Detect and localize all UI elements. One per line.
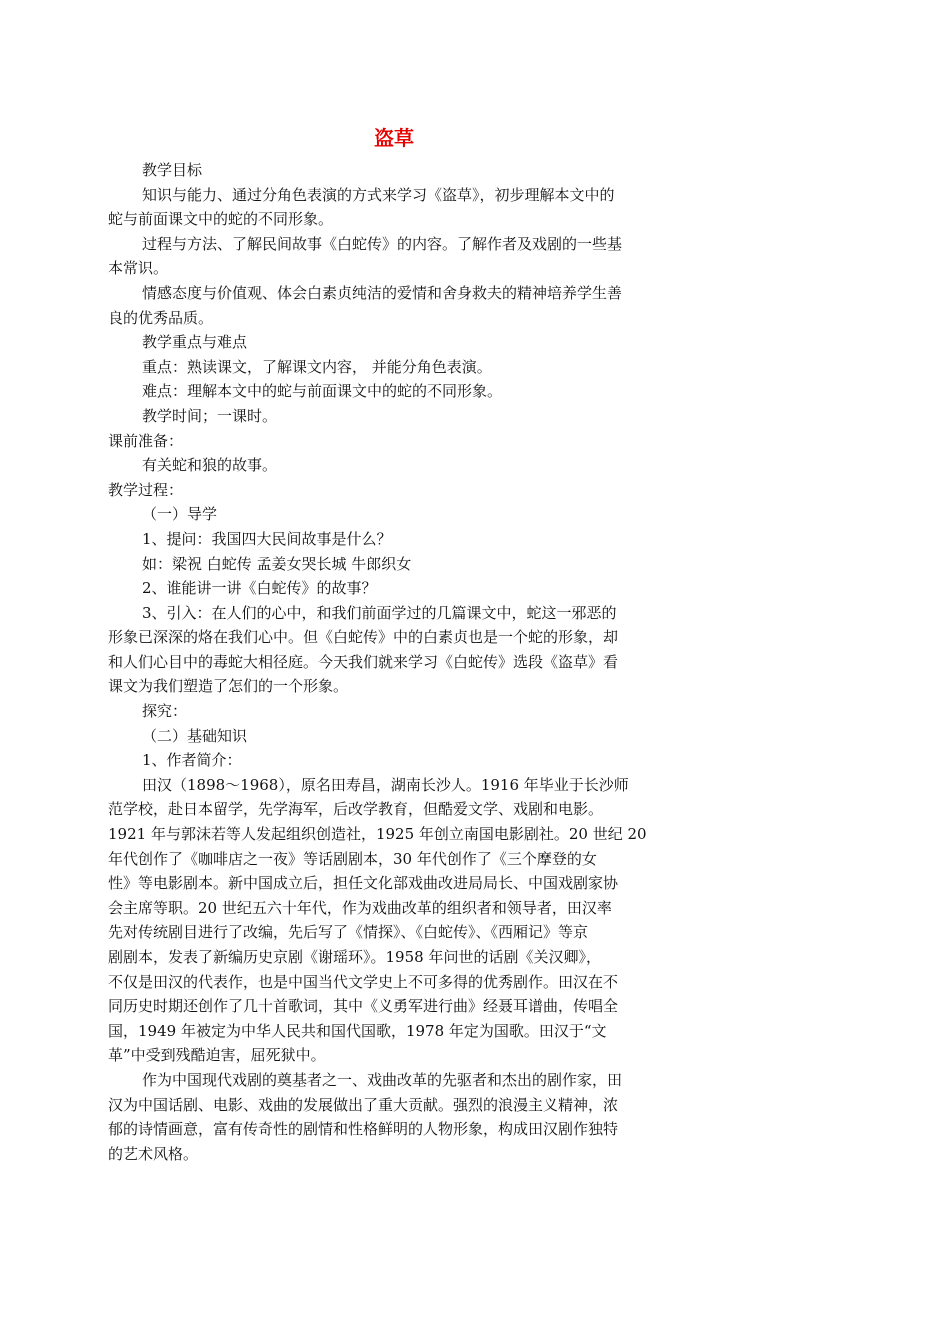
text-line: 田汉（1898～1968），原名田寿昌，湖南长沙人。1916 年毕业于长沙师 [142, 775, 629, 794]
text-line: 性》等电影剧本。新中国成立后，担任文化部戏曲改进局局长、中国戏剧家协 [108, 874, 619, 893]
text-line: 会主席等职。20 世纪五六十年代，作为戏曲改革的组织者和领导者，田汉率 [108, 898, 612, 917]
text-line: 汉为中国话剧、电影、戏曲的发展做出了重大贡献。强烈的浪漫主义精神，浓 [108, 1095, 619, 1114]
text-line: 重点：熟读课文，了解课文内容， 并能分角色表演。 [142, 357, 492, 376]
text-line: 革”中受到残酷迫害，屈死狱中。 [108, 1046, 326, 1065]
text-line: 年代创作了《咖啡店之一夜》等话剧剧本，30 年代创作了《三个摩登的女 [108, 849, 597, 868]
text-line: 2、谁能讲一讲《白蛇传》的故事？ [142, 579, 377, 598]
text-line: 良的优秀品质。 [108, 308, 214, 327]
text-line: 教学目标 [142, 161, 203, 179]
text-line: 如：梁祝 白蛇传 孟姜女哭长城 牛郎织女 [142, 554, 412, 573]
text-line: 1921 年与郭沫若等人发起组织创造社，1925 年创立南国电影剧社。20 世纪 20 [108, 825, 647, 844]
text-line: 有关蛇和狼的故事。 [142, 456, 278, 475]
text-line: 范学校，赴日本留学，先学海军，后改学教育，但酷爱文学、戏剧和电影。 [108, 800, 604, 819]
text-line: 过程与方法、了解民间故事《白蛇传》的内容。了解作者及戏剧的一些基 [142, 234, 623, 253]
text-line: （二）基础知识 [142, 726, 248, 745]
text-line: 教学重点与难点 [142, 333, 248, 352]
text-line: 剧剧本，发表了新编历史京剧《谢瑶环》。1958 年问世的话剧《关汉卿》， [108, 948, 601, 966]
text-line: 教学时间；一课时。 [142, 406, 278, 425]
text-line: 3、引入：在人们的心中，和我们前面学过的几篇课文中，蛇这一邪恶的 [142, 603, 617, 622]
text-line: 教学过程： [108, 480, 184, 499]
document-title: 盗草 [374, 126, 414, 150]
text-line: 探究： [142, 702, 188, 721]
text-line: 知识与能力、通过分角色表演的方式来学习《盗草》，初步理解本文中的 [142, 185, 615, 204]
text-line: 作为中国现代戏剧的奠基者之一、戏曲改革的先驱者和杰出的剧作家，田 [142, 1070, 623, 1089]
text-line: 不仅是田汉的代表作，也是中国当代文学史上不可多得的优秀剧作。田汉在不 [108, 972, 619, 991]
document-body [108, 158, 680, 1166]
text-line: 1、提问：我国四大民间故事是什么？ [142, 529, 392, 548]
text-line: 和人们心目中的毒蛇大相径庭。今天我们就来学习《白蛇传》选段《盗草》看 [108, 652, 619, 671]
text-line: 的艺术风格。 [108, 1144, 199, 1163]
text-line: 郁的诗情画意，富有传奇性的剧情和性格鲜明的人物形象，构成田汉剧作独特 [108, 1120, 619, 1139]
text-line: 1、作者简介： [142, 751, 242, 770]
text-line: 蛇与前面课文中的蛇的不同形象。 [108, 210, 334, 229]
text-line: 情感态度与价值观、体会白素贞纯洁的爱情和舍身救夫的精神培养学生善 [142, 283, 623, 302]
text-line: 形象已深深的烙在我们心中。但《白蛇传》中的白素贞也是一个蛇的形象，却 [108, 628, 619, 647]
text-line: 同历史时期还创作了几十首歌词，其中《义勇军进行曲》经聂耳谱曲，传唱全 [108, 997, 619, 1016]
document-page [108, 118, 680, 1166]
text-line: 课文为我们塑造了怎们的一个形象。 [108, 677, 349, 696]
text-line: 先对传统剧目进行了改编，先后写了《情探》、《白蛇传》、《西厢记》等京 [108, 923, 589, 942]
text-line: 难点：理解本文中的蛇与前面课文中的蛇的不同形象。 [142, 382, 503, 401]
text-line: （一）导学 [142, 505, 218, 524]
text-line: 国，1949 年被定为中华人民共和国代国歌，1978 年定为国歌。田汉于“文 [108, 1021, 607, 1040]
text-line: 本常识。 [108, 259, 169, 278]
text-line: 课前准备： [108, 431, 184, 450]
